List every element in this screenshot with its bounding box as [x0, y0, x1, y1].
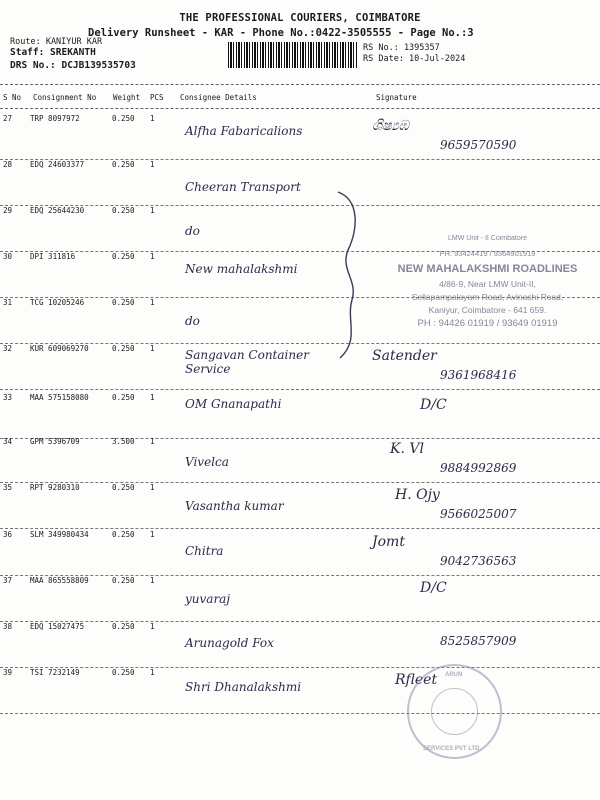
brace-mark-icon — [330, 190, 370, 360]
row-phone: 9659570590 — [440, 138, 517, 152]
row-consignee: Alfha Fabaricalions — [185, 124, 303, 138]
row-sno: 30 — [3, 252, 13, 261]
row-weight: 0.250 — [112, 483, 135, 492]
stamp-addr2: Sellapampalayam Road, Avinashi Road, — [411, 292, 564, 302]
row-signature: K. Vl — [390, 441, 424, 457]
row-consignment: SLM 349980434 — [30, 530, 89, 539]
row-consignee: Vivelca — [185, 455, 229, 469]
row-consignee: Chitra — [185, 544, 224, 558]
table-row — [0, 393, 600, 439]
row-pcs: 1 — [150, 160, 155, 169]
barcode-icon — [228, 42, 358, 68]
table-row — [0, 114, 600, 160]
row-signature: Satender — [372, 348, 437, 364]
col-consignment: Consignment No — [33, 93, 97, 102]
row-signature: H. Ojy — [395, 487, 440, 503]
round-stamp — [407, 664, 502, 759]
row-sno: 29 — [3, 206, 13, 215]
row-signature: Jomt — [372, 534, 405, 550]
row-consignment: TSI 7232149 — [30, 668, 80, 677]
route-label: Route: KANIYUR KAR — [10, 37, 103, 47]
row-sno: 34 — [3, 437, 13, 446]
row-pcs: 1 — [150, 437, 155, 446]
table-row — [0, 437, 600, 483]
row-signature: Rfleet — [395, 672, 438, 688]
round-stamp-inner — [431, 688, 478, 735]
row-sno: 31 — [3, 298, 13, 307]
row-weight: 0.250 — [112, 252, 135, 261]
rs-number: RS No.: 1395357 — [363, 43, 440, 53]
row-pcs: 1 — [150, 668, 155, 677]
stamp-addr1: 4/86-9, Near LMW Unit-II, — [439, 279, 536, 289]
row-consignee: do — [185, 314, 200, 328]
company-stamp — [385, 205, 590, 353]
row-phone: 9884992869 — [440, 461, 517, 475]
staff-label: Staff: SREKANTH — [10, 47, 96, 58]
row-phone: 9566025007 — [440, 507, 517, 521]
row-pcs: 1 — [150, 344, 155, 353]
row-pcs: 1 — [150, 298, 155, 307]
column-divider — [0, 108, 600, 109]
stamp-phone: PH : 94426 01919 / 93649 01919 — [417, 318, 558, 329]
row-weight: 0.250 — [112, 530, 135, 539]
row-consignee: New mahalakshmi — [185, 262, 298, 276]
row-consignee: Sangavan Container Service — [185, 348, 309, 376]
row-sno: 35 — [3, 483, 13, 492]
row-sno: 39 — [3, 668, 13, 677]
row-consignment: EDQ 24603377 — [30, 160, 85, 169]
row-consignment: MAA 865558809 — [30, 576, 89, 585]
table-row — [0, 576, 600, 622]
row-consignee: Vasantha kumar — [185, 499, 284, 513]
row-consignee: do — [185, 224, 200, 238]
row-pcs: 1 — [150, 393, 155, 402]
row-consignment: TRP 8097972 — [30, 114, 80, 123]
row-consignee: OM Gnanapathi — [185, 397, 282, 411]
stamp-line2: PH: 93424419 / 9364901919 — [439, 249, 536, 258]
row-divider — [0, 713, 600, 714]
row-consignment: EDQ 25644230 — [30, 206, 85, 215]
table-row — [0, 160, 600, 206]
table-row — [0, 622, 600, 668]
row-consignment: DPI 311816 — [30, 252, 76, 261]
row-pcs: 1 — [150, 483, 155, 492]
row-sno: 28 — [3, 160, 13, 169]
row-consignee: Cheeran Transport — [185, 180, 301, 194]
row-pcs: 1 — [150, 114, 155, 123]
row-consignment: TCG 10205246 — [30, 298, 85, 307]
runsheet-subtitle: Delivery Runsheet - KAR - Phone No.:0422-3505555 - Page No.:3 — [88, 27, 474, 39]
table-row — [0, 530, 600, 576]
row-consignment: MAA 575158080 — [30, 393, 89, 402]
row-sno: 32 — [3, 344, 13, 353]
round-stamp-top: ARUN — [445, 672, 463, 678]
col-sno: S No — [3, 93, 22, 102]
row-pcs: 1 — [150, 622, 155, 631]
row-weight: 0.250 — [112, 344, 135, 353]
row-weight: 0.250 — [112, 160, 135, 169]
row-weight: 0.250 — [112, 622, 135, 631]
row-consignee: Shri Dhanalakshmi — [185, 680, 302, 694]
row-signature: ශිෂ්‍යඹ — [372, 118, 409, 134]
row-pcs: 1 — [150, 576, 155, 585]
row-divider — [0, 389, 600, 390]
row-sno: 36 — [3, 530, 13, 539]
round-stamp-bottom: SERVICES PVT LTD — [423, 746, 480, 752]
col-signature: Signature — [376, 93, 417, 102]
row-phone: 9042736563 — [440, 554, 517, 568]
row-weight: 0.250 — [112, 576, 135, 585]
row-weight: 0.250 — [112, 298, 135, 307]
row-divider — [0, 528, 600, 529]
col-weight: Weight — [113, 93, 141, 102]
row-weight: 3.500 — [112, 437, 135, 446]
stamp-addr3: Kaniyur, Coimbatore - 641 659. — [428, 305, 547, 315]
row-weight: 0.250 — [112, 206, 135, 215]
drs-number: DRS No.: DCJB139535703 — [10, 60, 136, 71]
header-divider — [0, 84, 600, 85]
row-consignee: yuvaraj — [185, 592, 231, 606]
row-consignee: Arunagold Fox — [185, 636, 274, 650]
row-sno: 38 — [3, 622, 13, 631]
row-weight: 0.250 — [112, 668, 135, 677]
row-pcs: 1 — [150, 206, 155, 215]
col-consignee: Consignee Details — [180, 93, 257, 102]
row-sno: 27 — [3, 114, 13, 123]
table-row — [0, 668, 600, 714]
row-weight: 0.250 — [112, 393, 135, 402]
row-sno: 37 — [3, 576, 13, 585]
row-pcs: 1 — [150, 530, 155, 539]
row-consignment: EDQ 15027475 — [30, 622, 85, 631]
stamp-name: NEW MAHALAKSHMI ROADLINES — [397, 263, 578, 275]
row-consignment: RPT 9280310 — [30, 483, 80, 492]
company-title: THE PROFESSIONAL COURIERS, COIMBATORE — [179, 12, 421, 24]
row-consignment: GPM 5396709 — [30, 437, 80, 446]
row-phone: 9361968416 — [440, 368, 517, 382]
row-sno: 33 — [3, 393, 13, 402]
row-pcs: 1 — [150, 252, 155, 261]
col-pcs: PCS — [150, 93, 164, 102]
row-signature: D/C — [420, 397, 447, 413]
row-signature: D/C — [420, 580, 447, 596]
row-consignment: KUR 609069270 — [30, 344, 89, 353]
row-weight: 0.250 — [112, 114, 135, 123]
stamp-line1: LMW Unit - II Coimbatore — [448, 235, 527, 242]
row-phone: 8525857909 — [440, 634, 517, 648]
table-row — [0, 483, 600, 529]
rs-date: RS Date: 10-Jul-2024 — [363, 54, 466, 64]
